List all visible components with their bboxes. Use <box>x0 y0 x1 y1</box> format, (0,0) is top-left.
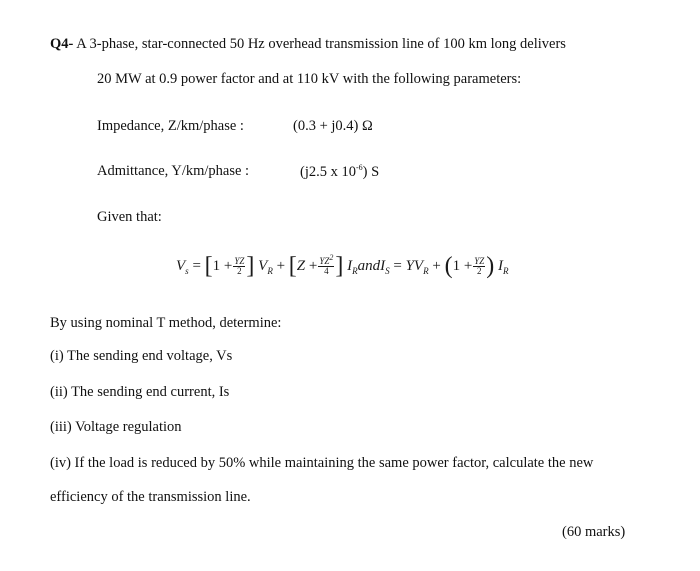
task-iii: (iii) Voltage regulation <box>50 419 182 435</box>
question-header <box>50 36 566 53</box>
admittance-value-exponent: -6 <box>355 163 363 172</box>
question-line-2: 20 MW at 0.9 power factor and at 110 kV with the following parameters: <box>97 71 522 87</box>
given-label: Given that: <box>97 209 162 225</box>
task-ii: (ii) The sending end current, Is <box>50 384 230 400</box>
task-iv: (iv) If the load is reduced by 50% while maintaining the same power factor, calculate the new <box>50 455 594 471</box>
admittance-value-suffix: ) S <box>362 163 380 180</box>
task-iv-continued: efficiency of the transmission line. <box>50 489 251 505</box>
admittance-label: Admittance, Y/km/phase : <box>97 163 250 179</box>
abcd-equation: $V_s = [1$ + $\frac{YZ}{2}$ ] $V_R + [Z$ + $\frac{YZ^2}{4}$ ] $I_RandI_S = YV_R + (1$ + $\frac{YZ}{2}$ ) $I_R$ <box>176 253 509 279</box>
question-number: Q4- <box>50 36 74 52</box>
impedance-value: (0.3 + j0.4) Ω <box>293 118 373 134</box>
marks: (60 marks) <box>562 524 626 540</box>
task-i: (i) The sending end voltage, Vs <box>50 348 233 364</box>
question-line-1: A 3-phase, star-connected 50 Hz overhead transmission line of 100 km long delivers <box>76 36 566 52</box>
method-intro: By using nominal T method, determine: <box>50 315 282 331</box>
impedance-label: Impedance, Z/km/phase : <box>97 118 244 134</box>
admittance-value-prefix: (j2.5 x 10 <box>300 163 356 180</box>
admittance-value <box>300 163 379 181</box>
